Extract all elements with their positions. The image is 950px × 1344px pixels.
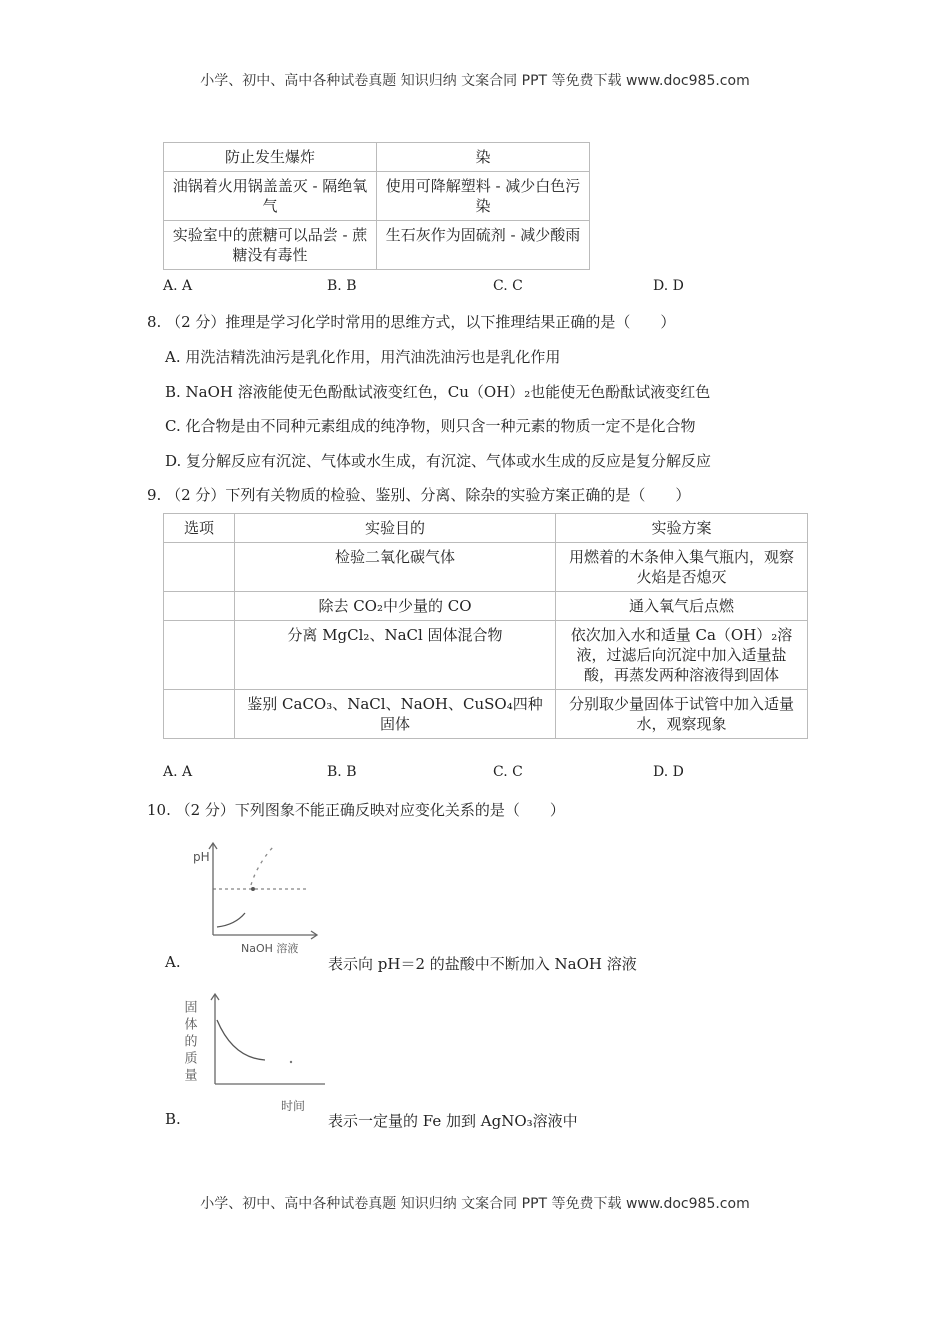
table-cell: 染 xyxy=(377,143,590,172)
table-row xyxy=(164,143,590,172)
q8-choice-b[interactable]: B. NaOH 溶液能使无色酚酞试液变红色，Cu（OH）₂也能使无色酚酞试液变红色 xyxy=(165,383,711,401)
curve-high xyxy=(251,847,273,885)
table-cell xyxy=(164,690,235,739)
q8-choice-c[interactable]: C. 化合物是由不同种元素组成的纯净物，则只含一种元素的物质一定不是化合物 xyxy=(165,417,696,435)
table-cell: 通入氧气后点燃 xyxy=(556,592,808,621)
page-header: 小学、初中、高中各种试卷真题 知识归纳 文案合同 PPT 等免费下载 www.doc985.com xyxy=(200,73,750,89)
table-cell: 分离 MgCl₂、NaCl 固体混合物 xyxy=(235,621,556,690)
curve-low xyxy=(217,913,245,927)
table-cell: 生石灰作为固硫剂 - 减少酸雨 xyxy=(377,221,590,270)
table-cell xyxy=(164,621,235,690)
svg-text:固体的质量: 固体的质量 xyxy=(181,1000,197,1085)
q10-choice-a-label[interactable]: A. xyxy=(165,953,181,971)
graph-b xyxy=(181,988,325,1118)
option-b[interactable]: B. B xyxy=(327,764,357,780)
graph-b-xlabel: 时间 xyxy=(281,1099,306,1113)
table-cell: 除去 CO₂中少量的 CO xyxy=(235,592,556,621)
table-cell: 实验室中的蔗糖可以品尝 - 蔗糖没有毒性 xyxy=(164,221,377,270)
q7-table xyxy=(163,142,590,270)
table-row xyxy=(164,543,808,592)
graph-a xyxy=(185,835,325,960)
mass-curve xyxy=(217,1020,265,1060)
table-header: 选项 xyxy=(164,514,235,543)
q8-stem: 8. （2 分）推理是学习化学时常用的思维方式，以下推理结果正确的是（ ） xyxy=(147,313,676,331)
q10-choice-b-text: 表示一定量的 Fe 加到 AgNO₃溶液中 xyxy=(328,1112,578,1130)
table-cell xyxy=(164,592,235,621)
graph-b-ylabel xyxy=(182,1000,198,1085)
table-cell: 检验二氧化碳气体 xyxy=(235,543,556,592)
table-cell: 油锅着火用锅盖盖灭 - 隔绝氧气 xyxy=(164,172,377,221)
q9-stem: 9. （2 分）下列有关物质的检验、鉴别、分离、除杂的实验方案正确的是（ ） xyxy=(147,486,691,504)
table-cell: 防止发生爆炸 xyxy=(164,143,377,172)
table-header-row xyxy=(164,514,808,543)
dot-marker xyxy=(290,1061,292,1063)
table-cell: 分别取少量固体于试管中加入适量水，观察现象 xyxy=(556,690,808,739)
option-c[interactable]: C. C xyxy=(493,278,523,294)
q9-table xyxy=(163,513,808,739)
option-a[interactable]: A. A xyxy=(163,764,193,780)
option-a[interactable]: A. A xyxy=(163,278,193,294)
option-c[interactable]: C. C xyxy=(493,764,523,780)
table-header: 实验目的 xyxy=(235,514,556,543)
q8-choice-d[interactable]: D. 复分解反应有沉淀、气体或水生成，有沉淀、气体或水生成的反应是复分解反应 xyxy=(165,452,712,470)
option-d[interactable]: D. D xyxy=(653,278,684,294)
table-row xyxy=(164,221,590,270)
table-row xyxy=(164,621,808,690)
table-header: 实验方案 xyxy=(556,514,808,543)
q10-choice-a-text: 表示向 pH＝2 的盐酸中不断加入 NaOH 溶液 xyxy=(328,955,637,973)
q10-stem: 10. （2 分）下列图象不能正确反映对应变化关系的是（ ） xyxy=(147,801,565,819)
option-b[interactable]: B. B xyxy=(327,278,357,294)
table-cell: 依次加入水和适量 Ca（OH）₂溶液，过滤后向沉淀中加入适量盐酸，再蒸发两种溶液得到固体 xyxy=(556,621,808,690)
q10-choice-b-label[interactable]: B. xyxy=(165,1110,181,1128)
table-row xyxy=(164,592,808,621)
option-d[interactable]: D. D xyxy=(653,764,684,780)
q8-choice-a[interactable]: A. 用洗洁精洗油污是乳化作用，用汽油洗油污也是乳化作用 xyxy=(165,348,561,366)
table-cell: 使用可降解塑料 - 减少白色污染 xyxy=(377,172,590,221)
table-row xyxy=(164,690,808,739)
page-footer: 小学、初中、高中各种试卷真题 知识归纳 文案合同 PPT 等免费下载 www.doc985.com xyxy=(200,1196,750,1212)
graph-a-ylabel: pH xyxy=(193,850,210,864)
table-cell xyxy=(164,543,235,592)
table-cell: 用燃着的木条伸入集气瓶内，观察火焰是否熄灭 xyxy=(556,543,808,592)
point-marker xyxy=(251,887,255,891)
table-cell: 鉴别 CaCO₃、NaCl、NaOH、CuSO₄四种固体 xyxy=(235,690,556,739)
graph-a-xlabel: NaOH 溶液 xyxy=(241,942,299,955)
table-row xyxy=(164,172,590,221)
